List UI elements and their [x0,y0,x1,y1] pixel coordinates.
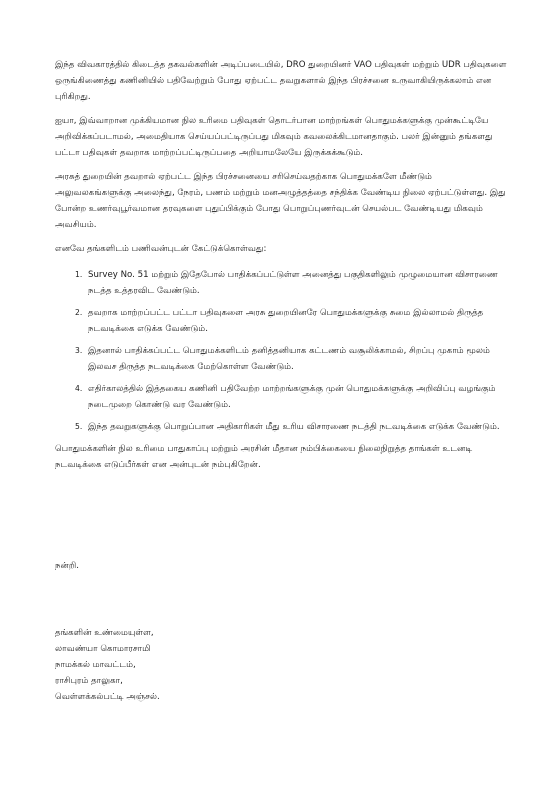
request-item-1 [55,267,510,299]
signature-post: வெள்ளக்கல்பட்டி அஞ்சல். [55,692,160,702]
paragraph-1: இந்த விவகாரத்தில் கிடைத்த தகவல்களின் அடிப்படையில், DRO துறையினர் VAO பதிவுகள் மற்றும் UDR பதிவுகளை ஒருங்கிணைத்து கணினியில் பதிவேற்றும் போது ஏற்பட்ட தவறுகளால் இந்த பிரச்சனை உருவாகியிருக்கலாம் என புரிகிறது. [55,60,507,102]
request-text: தவறாக மாற்றப்பட்ட பட்டா பதிவுகளை அரசு துறையினரே பொதுமக்களுக்கு சுமை இல்லாமல் திருத்த நடவடிக்கை எடுக்க வேண்டும். [88,308,484,334]
letter-body [55,57,510,473]
paragraph-5: பொதுமக்களின் நில உரிமை பாதுகாப்பு மற்றும் அரசின் மீதான நம்பிக்கையை நிலைநிறுத்த தாங்கள் உடனடி நடவடிக்கை எடுப்பீர்கள் என அன்புடன் நம்புகிறேன். [55,444,473,470]
request-list [55,267,510,435]
paragraph-4: எனவே தங்களிடம் பணிவன்புடன் கேட்டுக்கொள்வது: [55,244,267,254]
request-item-2 [55,305,510,337]
request-number: 3. [75,346,83,355]
signature-taluk: ராசிபுரம் தாலுகா, [55,676,123,686]
request-number: 1. [75,270,83,279]
closing-thanks: நன்றி. [55,561,79,571]
paragraph-2: ஐயா, இவ்வாறான முக்கியமான நில உரிமை பதிவுகள் தொடர்பான மாற்றங்கள் பொதுமக்களுக்கு முன்கூட்டியே அறிவிக்கப்படாமல், அமைதியாக செய்யப்பட்டிருப்பது மிகவும் கவலைக்கிடமானதாகும். பலர் இன்னும் தங்களது பட்டா பதிவுகள் தவறாக மாற்றப்பட்டிருப்பதை அறியாமலேயே இருக்கக்கூடும். [55,116,493,158]
request-item-5 [55,419,510,435]
request-number: 2. [75,308,83,317]
request-number: 4. [75,384,83,393]
request-item-3 [55,343,510,375]
request-text: எதிர்காலத்தில் இத்தகைய கணினி பதிவேற்ற மாற்றங்களுக்கு முன் பொதுமக்களுக்கு அறிவிப்பு வழங்கும் நடைமுறை கொண்டு வர வேண்டும். [88,384,496,410]
request-number: 5. [75,422,83,431]
request-item-4 [55,381,510,413]
request-text: இதனால் பாதிக்கப்பட்ட பொதுமக்களிடம் தனித்தனியாக கட்டணம் வசூலிக்காமல், சிறப்பு முகாம் மூலம் இலவச திருத்த நடவடிக்கை மேற்கொள்ள வேண்டும். [88,346,490,372]
paragraph-3: அரசுத் துறையின் தவறால் ஏற்பட்ட இந்த பிரச்சனையை சரிசெய்வதற்காக பொதுமக்களே மீண்டும் அலுவலகங்களுக்கு அலைந்து, நேரம், பணம் மற்றும் மனஅழுத்தத்தை சந்திக்க வேண்டிய நிலை ஏற்பட்டுள்ளது. இது போன்ற உணர்வுபூர்வமான தரவுகளை புதுப்பிக்கும் போது பொறுப்புணர்வுடன் செயல்பட வேண்டியது மிகவும் அவசியம். [55,172,506,230]
signature-name: லாவண்யா கொமாரசாமி [55,644,151,654]
signature-block [55,625,160,705]
signature-closing: தங்களின் உண்மையுள்ள, [55,628,154,638]
signature-district: நாமக்கல் மாவட்டம், [55,660,136,670]
request-text: Survey No. 51 மற்றும் இதேபோல் பாதிக்கப்பட்டுள்ள அனைத்து பகுதிகளிலும் முழுமையான விசாரணை நடத்த உத்தரவிட வேண்டும். [88,270,498,296]
request-text: இந்த தவறுகளுக்கு பொறுப்பான அதிகாரிகள் மீது உரிய விசாரணை நடத்தி நடவடிக்கை எடுக்க வேண்டும். [88,422,500,432]
